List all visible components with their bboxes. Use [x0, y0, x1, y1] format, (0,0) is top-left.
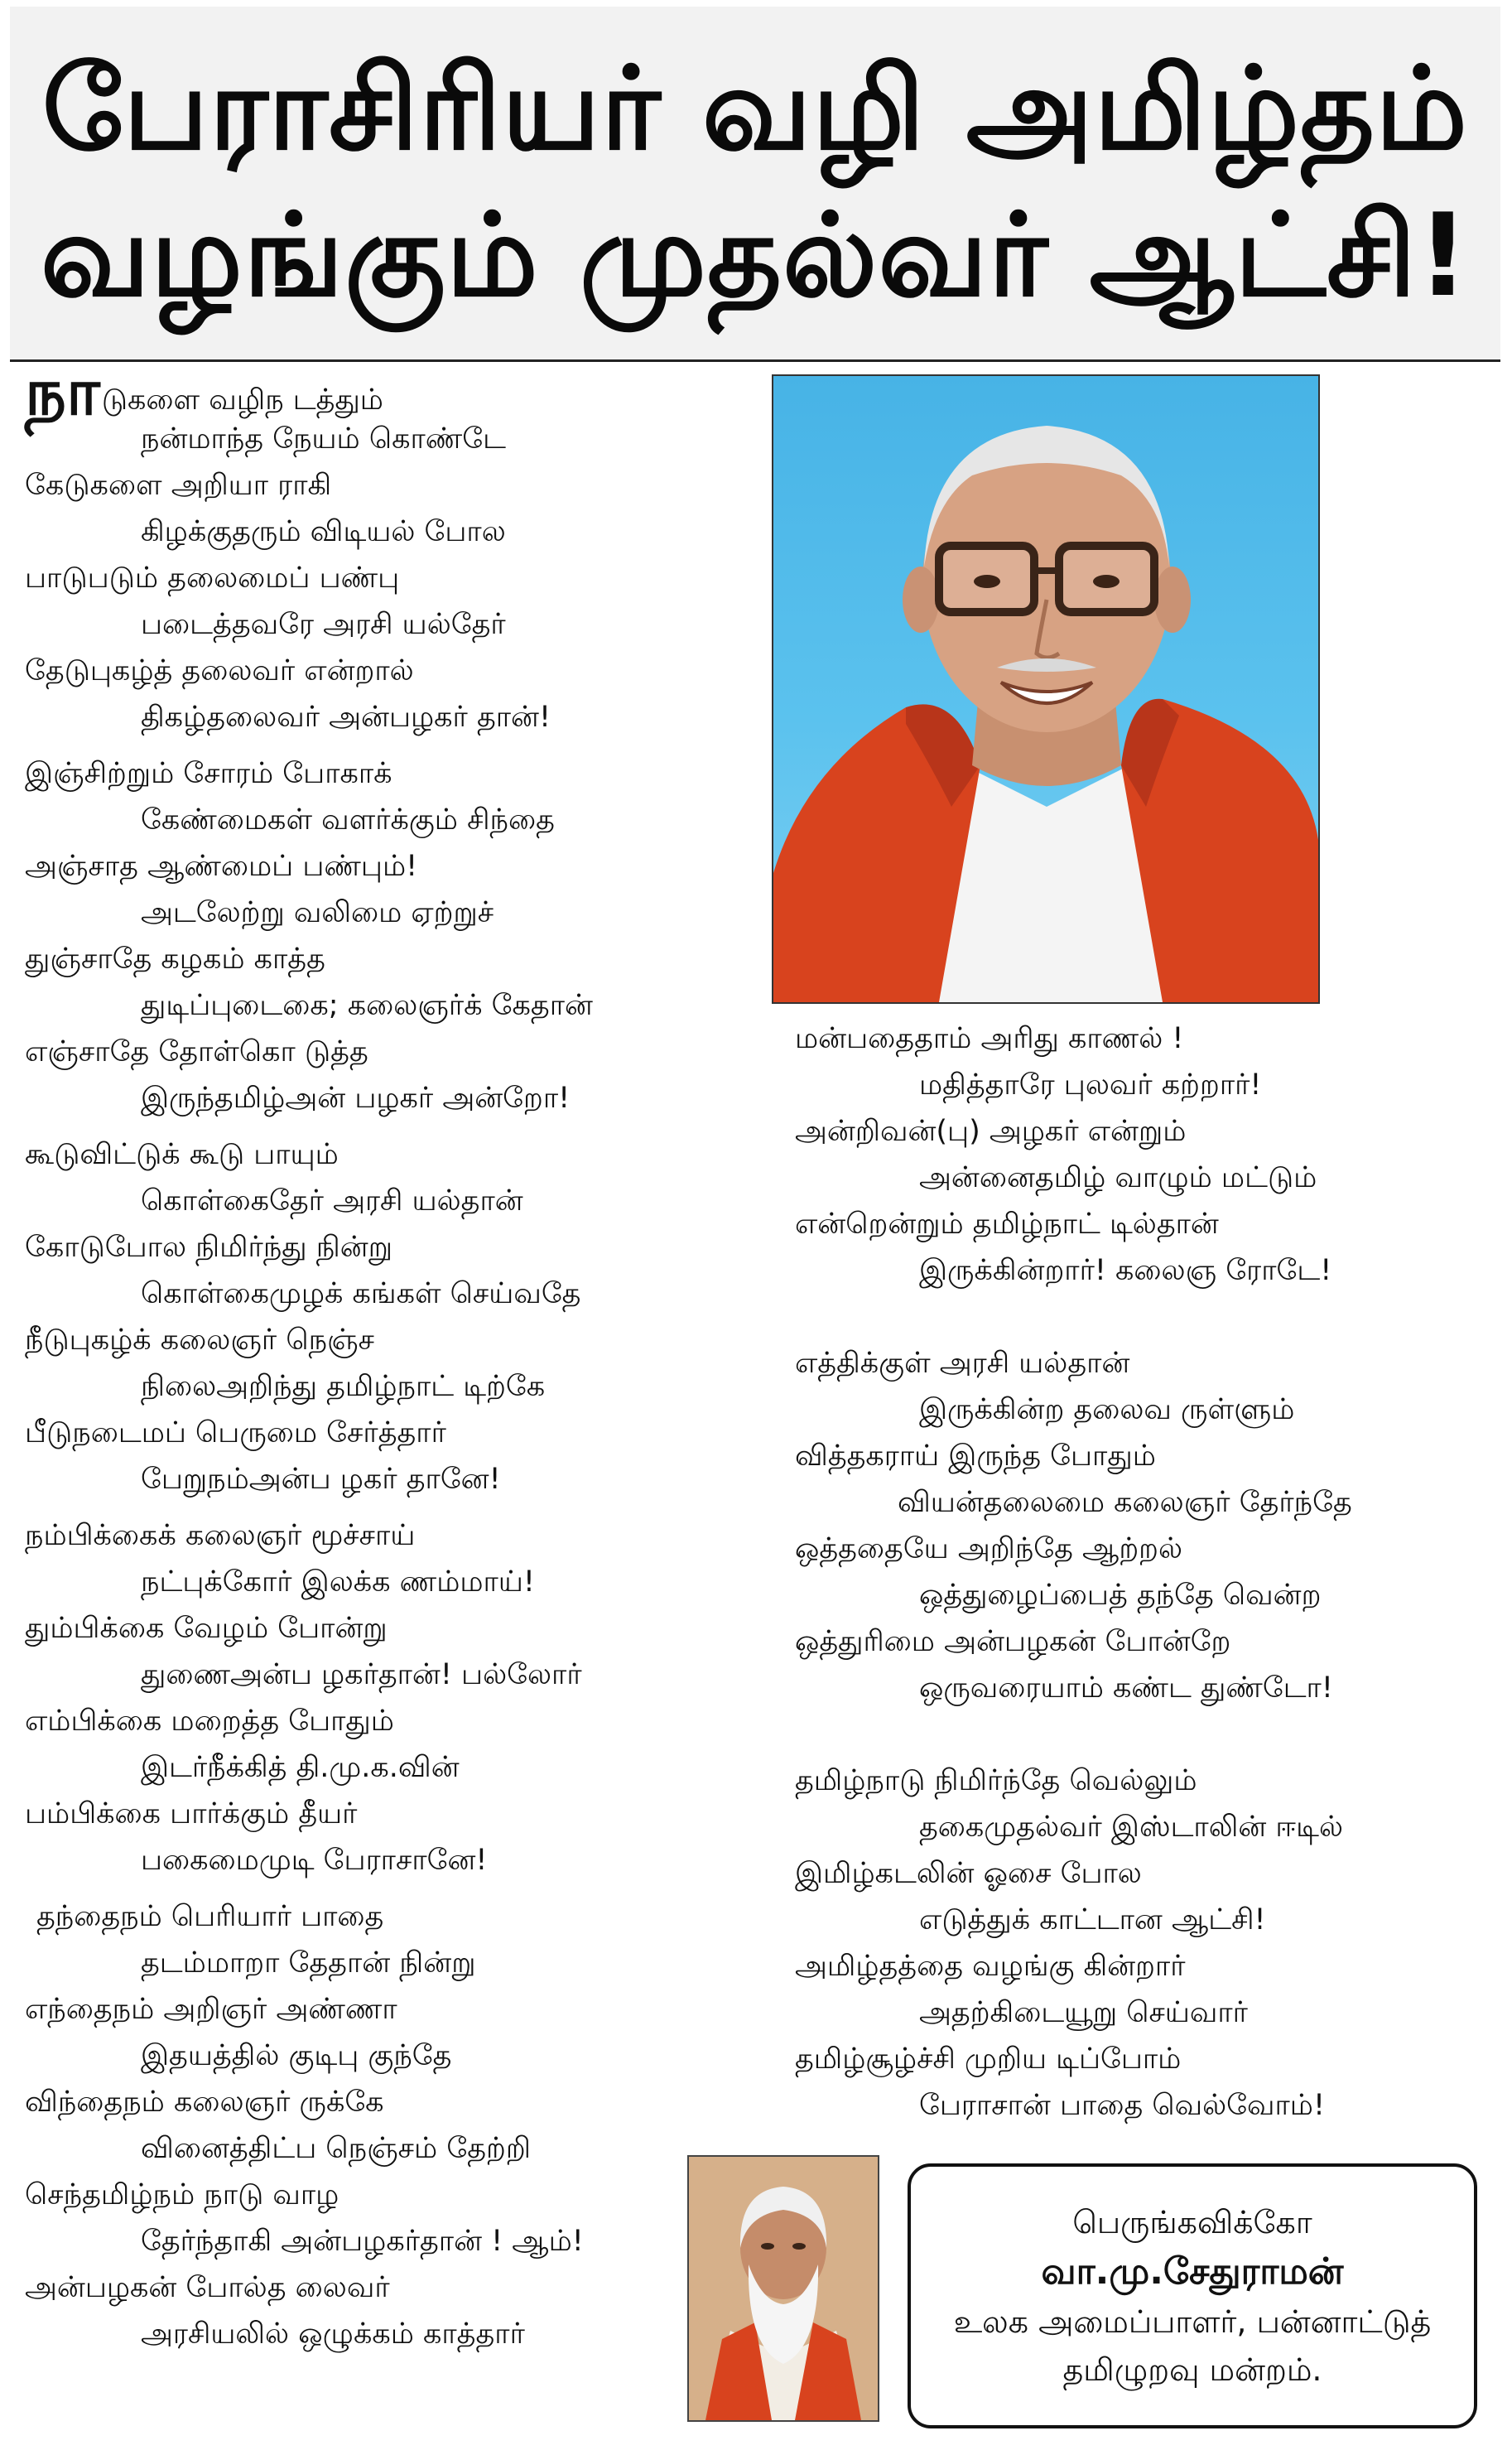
- author-credit-box: [908, 2163, 1477, 2428]
- poem-line: தமிழ்சூழ்ச்சி முறிய டிப்போம்: [795, 2042, 1182, 2076]
- poem-line: நிலைஅறிந்து தமிழ்நாட் டிற்கே: [141, 1370, 546, 1403]
- headline-banner: [10, 7, 1500, 362]
- poem-line: இடர்நீக்கித் தி.மு.க.வின்: [141, 1751, 460, 1784]
- poem-left-column: [25, 355, 720, 2357]
- headline-line-2: வழங்கும் முதல்வர் ஆட்சி!: [40, 189, 1471, 322]
- poem-line: பாடுபடும் தலைமைப் பண்பு: [25, 562, 400, 595]
- poem-line: துடிப்புடைகை; கலைஞர்க் கேதான்: [141, 989, 593, 1022]
- poem-line: அதற்கிடையூறு செய்வார்: [919, 1996, 1248, 2029]
- poem-line: வித்தகராய் இருந்த போதும்: [795, 1440, 1156, 1473]
- poem-line: படைத்தவரே அரசி யல்தேர்: [141, 608, 506, 641]
- poem-line: செந்தமிழ்நம் நாடு வாழ: [25, 2178, 339, 2211]
- poem-line: கோடுபோல நிமிர்ந்து நின்று: [25, 1231, 392, 1264]
- poem-line: இருந்தமிழ்அன் பழகர் அன்றோ!: [141, 1082, 571, 1115]
- poem-line: இதயத்தில் குடிபு குந்தே: [141, 2039, 452, 2072]
- author-illustration: [689, 2157, 878, 2420]
- poem-line: அஞ்சாத ஆண்மைப் பண்பும்!: [25, 850, 418, 883]
- poem-line: துஞ்சாதே கழகம் காத்த: [25, 943, 325, 976]
- poem-line: கேண்மைகள் வளர்க்கும் சிந்தை: [141, 803, 555, 837]
- poem-line: தும்பிக்கை வேழம் போன்று: [25, 1612, 388, 1645]
- poem-line: நீடுபுகழ்க் கலைஞர் நெஞ்ச: [25, 1324, 375, 1357]
- poem-line: இஞ்சிற்றும் சோரம் போகாக்: [25, 757, 392, 790]
- headline-line-1: பேராசிரியர் வழி அமிழ்தம்: [41, 42, 1469, 176]
- stanza-gap: [795, 1711, 1490, 1758]
- portrait-illustration: [773, 376, 1318, 1002]
- poem-line: இருக்கின்ற தலைவ ருள்ளும்: [919, 1393, 1295, 1426]
- author-photo: [687, 2155, 879, 2422]
- poem-line: பேராசான் பாதை வெல்வோம்!: [919, 2089, 1325, 2122]
- poem-line: மதித்தாரே புலவர் கற்றார்!: [919, 1068, 1262, 1102]
- portrait-photo: [772, 374, 1320, 1004]
- poem-line: கூடுவிட்டுக் கூடு பாயும்: [25, 1138, 339, 1171]
- author-role-line-2: தமிழுறவு மன்றம்.: [1062, 2351, 1322, 2388]
- poem-line: கொள்கைதேர் அரசி யல்தான்: [141, 1184, 523, 1218]
- poem-line: எடுத்துக் காட்டான ஆட்சி!: [919, 1903, 1266, 1936]
- poem-line: விந்தைநம் கலைஞர் ருக்கே: [25, 2086, 384, 2119]
- poem-line: கிழக்குதரும் விடியல் போல: [141, 515, 506, 548]
- poem-line: நட்புக்கோர் இலக்க ணம்மாய்!: [141, 1565, 535, 1599]
- poem-line: தேடுபுகழ்த் தலைவர் என்றால்: [25, 654, 414, 687]
- drop-cap: நா: [25, 355, 100, 430]
- poem-line: தகைமுதல்வர் இஸ்டாலின் ஈடில்: [919, 1811, 1344, 1844]
- stanza-gap: [25, 1502, 720, 1512]
- poem-line: தடம்மாறா தேதான் நின்று: [141, 1946, 476, 1980]
- poem-line: ஒத்ததையே அறிந்தே ஆற்றல்: [795, 1532, 1183, 1565]
- poem-line: திகழ்தலைவர் அன்பழகர் தான்!: [141, 701, 551, 734]
- poem-line: பீடுநடைமப் பெருமை சேர்த்தார்: [25, 1416, 446, 1449]
- poem-line: அரசியலில் ஒழுக்கம் காத்தார்: [141, 2317, 525, 2351]
- poem-line: வியன்தலைமை கலைஞர் தேர்ந்தே: [898, 1486, 1352, 1519]
- poem-line: என்றென்றும் தமிழ்நாட் டில்தான்: [795, 1208, 1219, 1241]
- poem-line: வினைத்திட்ப நெஞ்சம் தேற்றி: [141, 2132, 531, 2165]
- poem-line: நம்பிக்கைக் கலைஞர் மூச்சாய்: [25, 1519, 416, 1552]
- poem-line: தமிழ்நாடு நிமிர்ந்தே வெல்லும்: [795, 1764, 1197, 1797]
- poem-line: தேர்ந்தாகி அன்பழகர்தான் ! ஆம்!: [141, 2225, 584, 2258]
- poem-line: கேடுகளை அறியா ராகி: [25, 469, 332, 502]
- poem-line: ஒத்துழைப்பைத் தந்தே வென்ற: [919, 1579, 1322, 1612]
- poem-line: அமிழ்தத்தை வழங்கு கின்றார்: [795, 1950, 1186, 1983]
- author-name: வா.மு.சேதுராமன்: [1041, 2250, 1344, 2293]
- poem-line: அன்பழகன் போல்த லைவர்: [25, 2271, 390, 2304]
- poem-line: துணைஅன்ப ழகர்தான்! பல்லோர்: [141, 1658, 582, 1691]
- poem-line: நன்மாந்த நேயம் கொண்டே: [141, 422, 506, 456]
- author-role-line-1: உலக அமைப்பாளர், பன்னாட்டுத்: [953, 2303, 1432, 2340]
- poem-line: எத்திக்குள் அரசி யல்தான்: [795, 1347, 1130, 1380]
- stanza-gap: [25, 1121, 720, 1131]
- poem-line: எம்பிக்கை மறைத்த போதும்: [25, 1705, 394, 1738]
- poem-line: தந்தைநம் பெரியார் பாதை: [36, 1900, 384, 1933]
- poem-line: எந்தைநம் அறிஞர் அண்ணா: [25, 1993, 397, 2026]
- poem-line: ஒருவரையாம் கண்ட துண்டோ!: [919, 1671, 1333, 1705]
- author-title: பெருங்கவிக்கோ: [1072, 2204, 1312, 2240]
- poem-line: இருக்கின்றார்! கலைஞ ரோடே!: [919, 1254, 1332, 1287]
- poem-right-column: [795, 1015, 1490, 2129]
- stanza-gap: [25, 1883, 720, 1893]
- poem-line: எஞ்சாதே தோள்கொ டுத்த: [25, 1035, 368, 1068]
- poem-line: பேறுநம்அன்ப ழகர் தானே!: [141, 1463, 501, 1496]
- poem-line: அன்னைதமிழ் வாழும் மட்டும்: [919, 1161, 1317, 1194]
- stanza-gap: [795, 1294, 1490, 1340]
- poem-line: அடலேற்று வலிமை ஏற்றுச்: [141, 896, 494, 929]
- poem-line: ஒத்துரிமை அன்பழகன் போன்றே: [795, 1625, 1231, 1658]
- poem-line: பகைமைமுடி பேராசானே!: [141, 1844, 488, 1877]
- poem-line: அன்றிவன்(பு) அழகர் என்றும்: [795, 1115, 1187, 1148]
- poem-line: கொள்கைமுழக் கங்கள் செய்வதே: [141, 1277, 581, 1310]
- poem-line: டுகளை வழிந டத்தும்: [101, 383, 383, 417]
- stanza-gap: [25, 740, 720, 750]
- poem-line: இமிழ்கடலின் ஓசை போல: [795, 1857, 1142, 1890]
- poem-line: பம்பிக்கை பார்க்கும் தீயர்: [25, 1797, 358, 1830]
- poem-first-line: [25, 355, 720, 430]
- poem-line: மன்பதைதாம் அரிது காணல் !: [795, 1022, 1184, 1055]
